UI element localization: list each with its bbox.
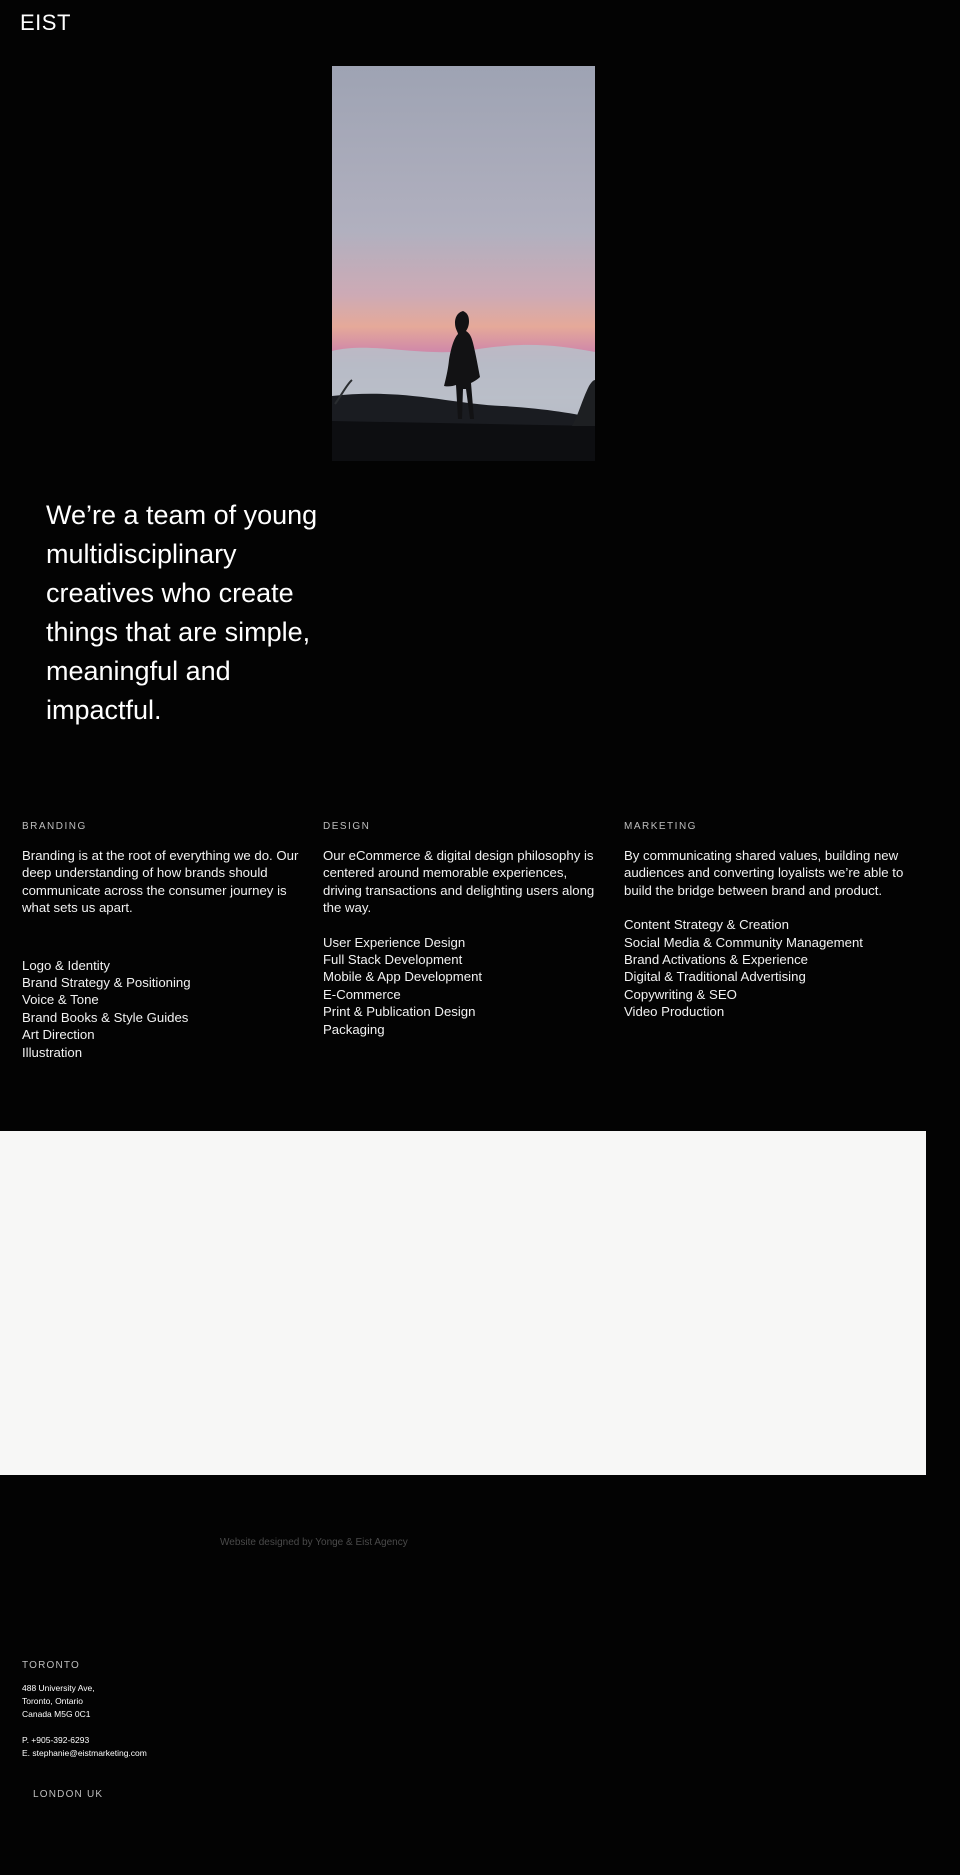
list-item: Packaging <box>323 1021 385 1037</box>
list-item: Art Direction <box>22 1027 95 1043</box>
logo-link[interactable]: EIST <box>20 10 71 35</box>
intro-heading <box>46 496 336 730</box>
branding-title: BRANDING <box>22 821 87 832</box>
address-line: Toronto, Ontario <box>22 1696 83 1706</box>
list-item: Logo & Identity <box>22 957 110 973</box>
list-item: Brand Activations & Experience <box>624 952 808 968</box>
list-item: Social Media & Community Management <box>624 934 863 950</box>
hero-image <box>332 66 595 461</box>
intro-line: meaningful and <box>46 656 231 686</box>
branding-list <box>22 957 304 1061</box>
list-item: Voice & Tone <box>22 992 99 1008</box>
design-description: Our eCommerce & digital design philosophy is centered around memorable experiences, driving transactions and delighting users along the way. <box>323 848 595 916</box>
list-item: Content Strategy & Creation <box>624 917 789 933</box>
list-item: E-Commerce <box>323 986 401 1002</box>
content-placeholder-panel <box>0 1131 926 1475</box>
design-list <box>323 934 605 1038</box>
credit-link[interactable]: Website designed by Yonge & Eist Agency <box>220 1537 408 1548</box>
email-link[interactable]: E. stephanie@eistmarketing.com <box>22 1748 147 1758</box>
marketing-column <box>624 818 906 1021</box>
list-item: Print & Publication Design <box>323 1004 476 1020</box>
intro-line: creatives who create <box>46 578 294 608</box>
hero-photo-silhouette <box>332 66 595 461</box>
design-column <box>323 818 605 1038</box>
intro-line: multidisciplinary <box>46 539 237 569</box>
list-item: Full Stack Development <box>323 952 463 968</box>
marketing-list <box>624 916 906 1020</box>
address-line: 488 University Ave, <box>22 1683 95 1693</box>
marketing-title: MARKETING <box>624 821 697 832</box>
intro-line: impactful. <box>46 695 162 725</box>
list-item: User Experience Design <box>323 934 466 950</box>
branding-column <box>22 818 304 1061</box>
list-item: Brand Books & Style Guides <box>22 1009 189 1025</box>
list-item: Mobile & App Development <box>323 969 483 985</box>
spacer <box>22 1721 147 1734</box>
address-line: Canada M5G 0C1 <box>22 1709 91 1719</box>
list-item: Video Production <box>624 1004 725 1020</box>
intro-line: We’re a team of young <box>46 500 318 530</box>
toronto-office <box>22 1660 147 1760</box>
london-office-title[interactable]: LONDON UK <box>33 1789 104 1800</box>
branding-description: Branding is at the root of everything we do. Our deep understanding of how brands should communicate across the consumer journey is what sets us apart. <box>22 848 299 916</box>
marketing-description: By communicating shared values, building new audiences and converting loyalists we’re able to build the bridge between brand and product. <box>624 848 904 898</box>
list-item: Digital & Traditional Advertising <box>624 969 806 985</box>
design-title: DESIGN <box>323 821 371 832</box>
intro-line: things that are simple, <box>46 617 311 647</box>
list-item: Illustration <box>22 1044 83 1060</box>
list-item: Brand Strategy & Positioning <box>22 975 191 991</box>
toronto-title: TORONTO <box>22 1660 81 1671</box>
list-item: Copywriting & SEO <box>624 986 737 1002</box>
phone-link[interactable]: P. +905-392-6293 <box>22 1735 90 1745</box>
